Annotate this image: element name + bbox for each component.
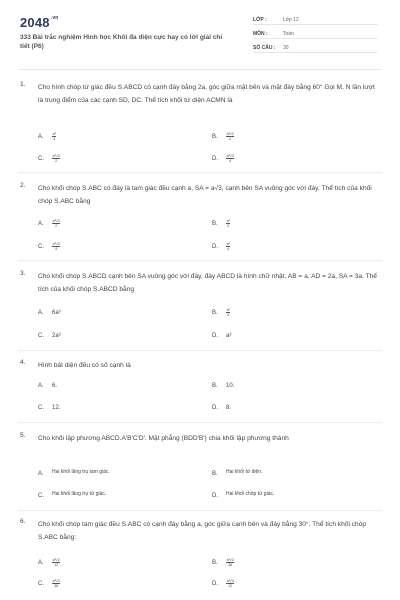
- question-divider: [18, 350, 382, 351]
- question-text: Cho khối chóp S.ABC có đáy là tam giác đều cạnh a, SA = a√3, cạnh bên SA vuông góc với đáy. Thể tích của khối chóp S.ABC bằng: [38, 185, 372, 205]
- page-header: $2048^{.vn}$ 333 Bài trắc nghiệm Hình học Khối đa diện cực hay có lời giải chi tiết (P6) LỚP : Lớp 12 MÔN : Toán SỐ CÂU : 30: [0, 0, 400, 62]
- header-divider: [18, 69, 382, 70]
- question-divider: [18, 422, 382, 423]
- site-logo[interactable]: $2048^{.vn}$: [20, 15, 59, 30]
- question-text: Cho khối chóp S.ABCD cạnh bên SA vuông góc với đáy, đáy ABCD là hình chữ nhật, AB = a, AD = 2a, SA = 3a. Thể tích của khối chóp S.ABCD bằng: [38, 273, 377, 293]
- question-divider: [18, 260, 382, 261]
- question-text: Hình bát diện đều có số cạnh là: [38, 362, 131, 369]
- question-text: Cho khối chóp tam giác đều S.ABC có cạnh đáy bằng a, góc giữa cạnh bên và đáy bằng 30°. Thể tích khối chóp S.ABC bằng:: [38, 521, 367, 541]
- question-text: Cho khối lập phương ABCD.A'B'C'D'. Mặt phẳng (BDD'B') chia khối lập phương thành: [38, 435, 289, 442]
- question-divider: [18, 172, 382, 173]
- page-title: 333 Bài trắc nghiệm Hình học Khối đa diện cực hay có lời giải chi tiết (P6): [20, 34, 223, 50]
- question-text: Cho hình chóp tứ giác đều S.ABCD có cạnh đáy bằng 2a, góc giữa mặt bên và mặt đáy bằng 60° Gọi M, N lần lượt là trung điểm của các cạnh SD, DC. Thể tích khối tứ diện ACMN là: [38, 84, 375, 104]
- question-divider: [18, 510, 382, 511]
